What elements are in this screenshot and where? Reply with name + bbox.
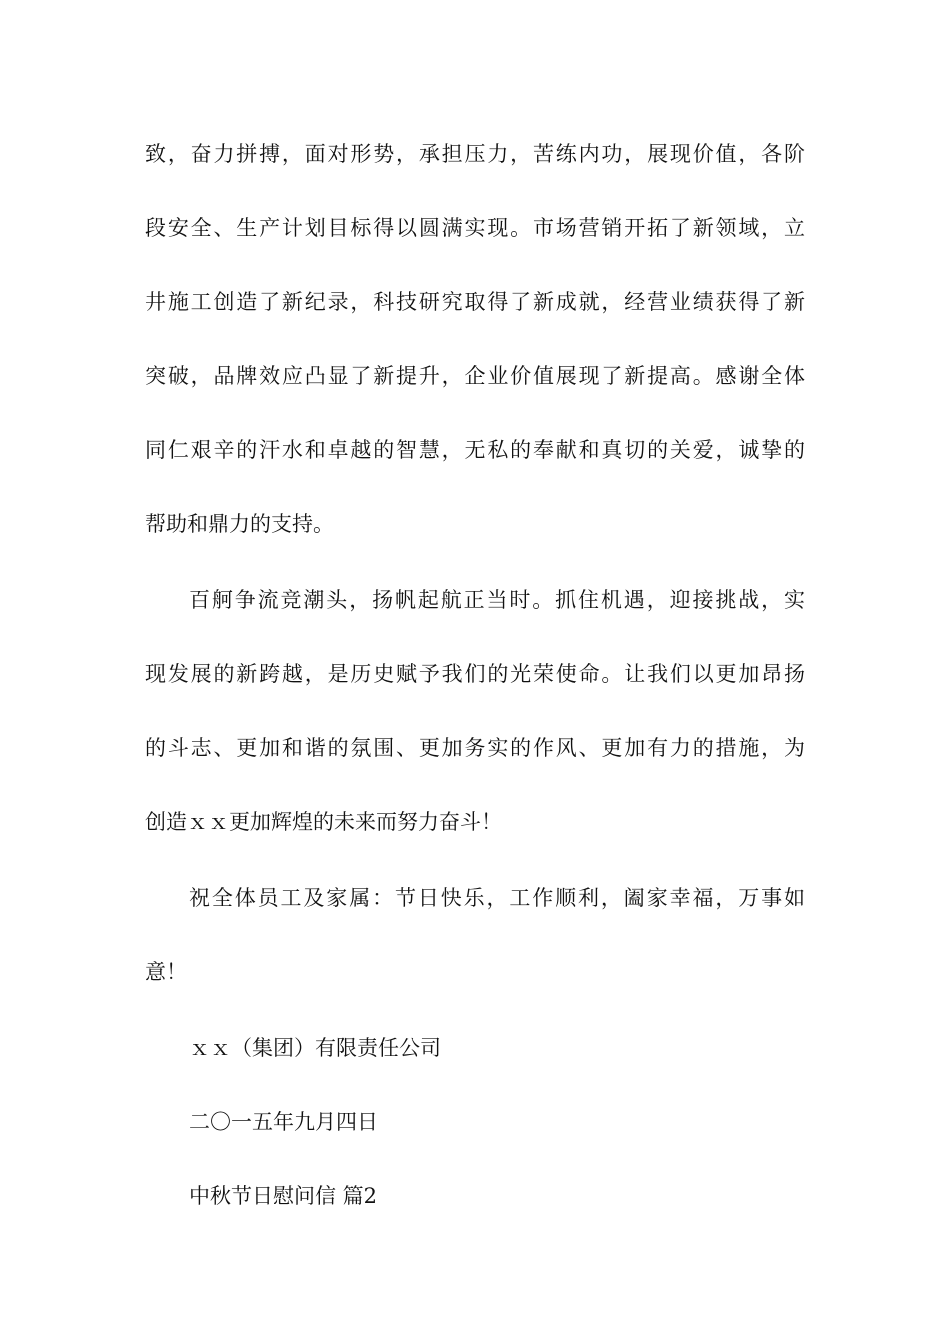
paragraph-line: 同仁艰辛的汗水和卓越的智慧，无私的奉献和真切的关爱，诚挚的 xyxy=(145,438,805,462)
paragraph-line: 百舸争流竞潮头，扬帆起航正当时。抓住机遇，迎接挑战，实 xyxy=(189,588,805,612)
signature-company: ｘｘ（集团）有限责任公司 xyxy=(189,1036,441,1060)
section-title: 中秋节日慰问信 篇2 xyxy=(189,1184,378,1208)
paragraph-line: 致，奋力拼搏，面对形势，承担压力，苦练内功，展现价值，各阶 xyxy=(145,142,805,166)
paragraph-line: 帮助和鼎力的支持。 xyxy=(145,512,334,536)
paragraph-line: 创造ｘｘ更加辉煌的未来而努力奋斗！ xyxy=(145,810,502,834)
paragraph-line: 意！ xyxy=(145,960,187,984)
paragraph-line: 段安全、生产计划目标得以圆满实现。市场营销开拓了新领域，立 xyxy=(145,216,805,240)
paragraph-line: 祝全体员工及家属：节日快乐，工作顺利，阖家幸福，万事如 xyxy=(189,886,805,910)
paragraph-line: 的斗志、更加和谐的氛围、更加务实的作风、更加有力的措施，为 xyxy=(145,736,805,760)
paragraph-line: 井施工创造了新纪录，科技研究取得了新成就，经营业绩获得了新 xyxy=(145,290,805,314)
paragraph-line: 突破，品牌效应凸显了新提升，企业价值展现了新提高。感谢全体 xyxy=(145,364,805,388)
signature-date: 二〇一五年九月四日 xyxy=(189,1110,378,1134)
paragraph-line: 现发展的新跨越，是历史赋予我们的光荣使命。让我们以更加昂扬 xyxy=(145,662,805,686)
